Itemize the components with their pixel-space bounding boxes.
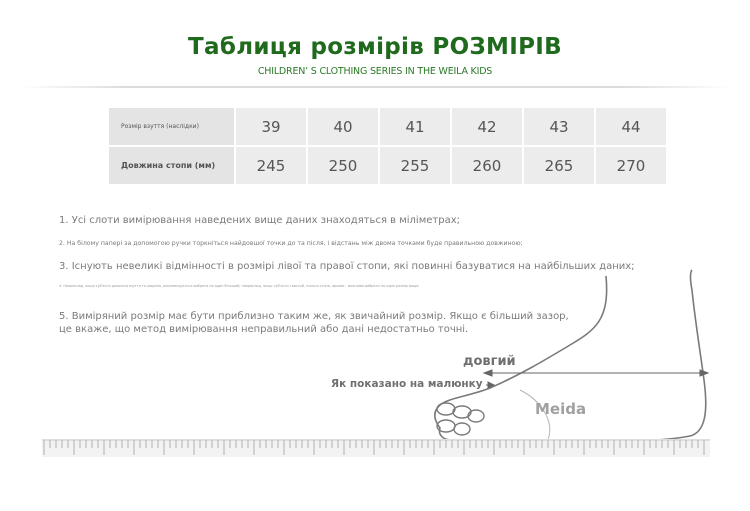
table-cell: 245 (236, 147, 306, 184)
table-cell: 270 (596, 147, 666, 184)
table-cell: 255 (380, 147, 450, 184)
table-cell: 44 (596, 108, 666, 147)
length-label: довгий (463, 354, 516, 369)
table-cell: 250 (308, 147, 378, 184)
table-cell: 43 (524, 108, 594, 147)
note-2: 2. На білому папері за допомогою ручки торкніться найдовшої точки до та після, і відстань між двома точками буде правильною довжиною; (59, 240, 523, 247)
brand-watermark: Meida (535, 400, 587, 418)
ruler (42, 439, 710, 461)
row-header-shoe-size: Розмір взуття (наслідки) (109, 108, 234, 147)
toes (437, 403, 484, 435)
row-header-foot-length: Довжина стопи (мм) (109, 147, 234, 184)
table-cell: 260 (452, 147, 522, 184)
length-arrow (484, 370, 708, 388)
note-5: 5. Виміряний розмір має бути приблизно таким же, як звичайний розмір. Якщо є більший зазор, це вкаже, що метод вимірювання неправильний або дані недостатньо точні. (59, 311, 569, 335)
note-1: 1. Усі слоти вимірювання наведених вище даних знаходяться в міліметрах; (59, 215, 460, 226)
as-shown-label: Як показано на малюнку (331, 378, 483, 390)
table-cell: 42 (452, 108, 522, 147)
table-cell: 40 (308, 108, 378, 147)
page-subtitle: CHILDREN’ S CLOTHING SERIES IN THE WEILA KIDS (257, 66, 493, 77)
note-3: 3. Існують невеликі відмінності в розмірі лівої та правої стопи, які повинні базуватися на найбільших даних; (59, 261, 635, 272)
table-cell: 39 (236, 108, 306, 147)
page-title: Таблиця розмірів РОЗМІРІВ (188, 34, 562, 60)
note-4: 4. Наприклад, якщо суб'єкти довжини взуття та ширина, рекомендується вибрати на один більший; наприклад, якщо суб'єкти товстий, плоска стопа, аркове - можливо вибрати на один розмір вище; (59, 284, 420, 288)
table-cell: 41 (380, 108, 450, 147)
table-cell: 265 (524, 147, 594, 184)
